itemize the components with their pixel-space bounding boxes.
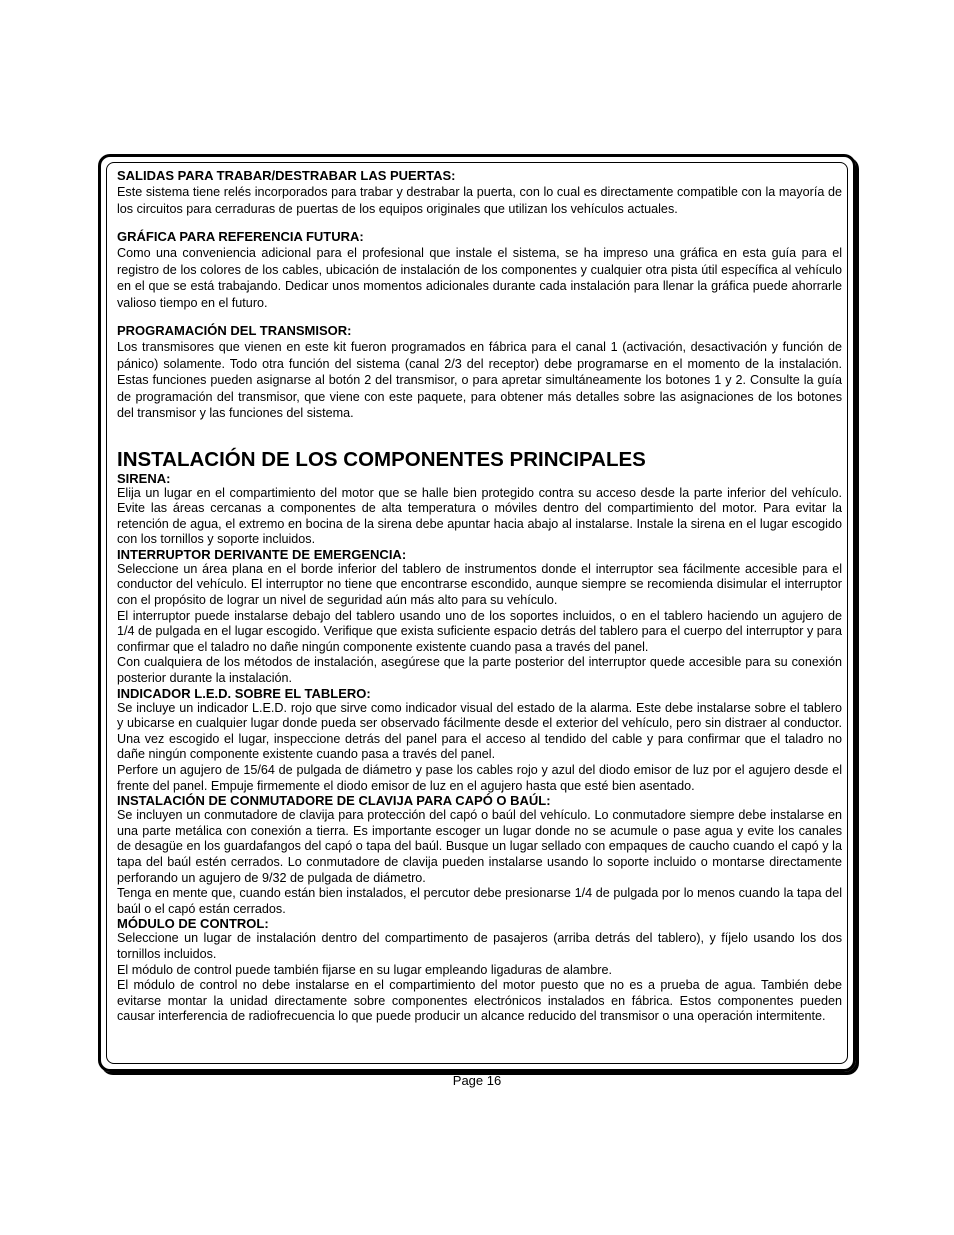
section-heading: SALIDAS PARA TRABAR/DESTRABAR LAS PUERTAS:: [117, 168, 456, 183]
section-body: Tenga en mente que, cuando están bien instalados, el percutor debe presionarse 1/4 de pulgada por lo menos cuando la tapa del baúl o el capó están cerrados.: [117, 886, 842, 916]
section-heading: INTERRUPTOR DERIVANTE DE EMERGENCIA:: [117, 546, 407, 562]
section-heading: SIRENA:: [117, 470, 171, 486]
section-body: Elija un lugar en el compartimiento del motor que se halle bien protegido contra su acceso desde la parte inferior del vehículo. Evite las áreas cercanas a componentes de alta temperatura o móviles dentro del compartimiento del motor. Para evitar la retención de agua, el extremo en bocina de la sirena debe apuntar hacia abajo al instalarse. Instale la sirena en el lugar escogido con los tornillos y soporte incluidos.: [117, 485, 842, 547]
components-sections: [117, 472, 842, 1025]
section-body: Como una conveniencia adicional para el profesional que instale el sistema, se ha impreso una gráfica en esta guía para el registro de los colores de los cables, ubicación de instalación de los componentes y cualquier otra pista útil específica al vehículo en el que se está trabajando. Dedicar unos momentos adicionales durante cada instalación para llenar la gráfica puede ahorrarle valioso tiempo en el futuro.: [117, 246, 842, 310]
section-reference-chart: [117, 229, 842, 311]
section-body: El módulo de control no debe instalarse en el compartimiento del motor puesto que no es a prueba de agua. También debe evitarse montar la unidad directamente sobre componentes electrónicos instalados en fábrica. Estos componentes pueden causar interferencia de radiofrecuencia lo que puede producir un alcance reducido del transmisor o una operación intermitente.: [117, 978, 842, 1024]
section-pin-switch: [117, 794, 842, 917]
section-heading: MÓDULO DE CONTROL:: [117, 916, 269, 932]
main-title: INSTALACIÓN DE LOS COMPONENTES PRINCIPALES: [117, 447, 646, 471]
section-siren: [117, 472, 842, 548]
section-body: Se incluyen un conmutadore de clavija para protección del capó o baúl del vehículo. Lo conmutadore siempre debe instalarse en una parte metálica con conexión a tierra. Es importante escoger un lugar donde no se acumule o pase agua y evite los canales de desagüe en los guardafangos del capó o tapa del baúl. Busque un lugar sellado con empaques de caucho cuando el capó y la tapa del baúl estén cerrados. Lo conmutadore de clavija pueden instalarse usando lo soporte incluido o montarse directamente perforando un agujero de 9/32 de pulgada de diámetro.: [117, 808, 842, 885]
section-body: Seleccione un lugar de instalación dentro del compartimento de pasajeros (arriba detrás del tablero), y fíjelo usando los dos tornillos incluidos.: [117, 931, 842, 961]
section-body: Este sistema tiene relés incorporados para trabar y destrabar la puerta, con lo cual es directamente compatible con la mayoría de los circuitos para cerraduras de puertas de los equipos originales que utilizan los vehículos actuales.: [117, 185, 842, 216]
section-heading: GRÁFICA PARA REFERENCIA FUTURA:: [117, 229, 364, 244]
section-body: Con cualquiera de los métodos de instalación, asegúrese que la parte posterior del interruptor quede accesible para su conexión posterior durante la instalación.: [117, 655, 842, 686]
section-door-locks: [117, 168, 842, 217]
section-body: El interruptor puede instalarse debajo del tablero usando uno de los soportes incluidos, o en el tablero haciendo un agujero de 1/4 de pulgada en el lugar escogido. Verifique que exista suficiente espacio detrás del tablero para el cuerpo del interruptor y para confirmar que el taladro no dañe ningún componente existente cuando pasa a través del panel.: [117, 608, 842, 654]
section-led-indicator: [117, 687, 842, 795]
section-heading: INDICADOR L.E.D. SOBRE EL TABLERO:: [117, 685, 371, 701]
section-body: Perfore un agujero de 15/64 de pulgada de diámetro y pase los cables rojo y azul del diodo emisor de luz por el agujero desde el frente del panel. Empuje firmemente el diodo emisor de luz en el agujero hasta que esté bien asentado.: [117, 763, 842, 793]
section-control-module: [117, 917, 842, 1025]
section-body: El módulo de control puede también fijarse en su lugar empleando ligaduras de alambre.: [117, 962, 612, 977]
section-heading: INSTALACIÓN DE CONMUTADORE DE CLAVIJA PARA CAPÓ O BAÚL:: [117, 793, 551, 809]
section-body: Los transmisores que vienen en este kit fueron programados en fábrica para el canal 1 (activación, desactivación y función de pánico) solamente. Todo otra función del sistema (canal 2/3 del receptor) debe programarse en el momento de la instalación. Estas funciones pueden asignarse al botón 2 del transmisor, o para apretar simultáneamente los botones 1 y 2. Consulte la guía de programación del transmisor, que viene con este paquete, para obtener más detalles sobre las asignaciones de los botones del transmisor y las funciones del sistema.: [117, 340, 842, 420]
section-heading: PROGRAMACIÓN DEL TRANSMISOR:: [117, 323, 352, 338]
page-content: [117, 168, 842, 1025]
section-body: Se incluye un indicador L.E.D. rojo que sirve como indicador visual del estado de la alarma. Este debe instalarse sobre el tablero y ubicarse en cualquier lugar donde pueda ser observado fácilmente desde el exterior del vehículo, pero sin distraer al conductor. Una vez escogido el lugar, inspeccione detrás del panel para el acceso al tendido del cable y para confirmar que el taladro no dañe ningún componente existente cuando pasa a través del panel.: [117, 700, 842, 762]
page-number: Page 16: [452, 1073, 502, 1088]
section-transmitter-programming: [117, 323, 842, 422]
section-override-switch: [117, 548, 842, 687]
section-body: Seleccione un área plana en el borde inferior del tablero de instrumentos donde el interruptor sea fácilmente accesible para el conductor del vehículo. El interruptor no tiene que encontrarse escondido, aunque siempre se recomienda disimular el interruptor con el propósito de lograr un nivel de seguridad aún más alto para su vehículo.: [117, 561, 842, 608]
